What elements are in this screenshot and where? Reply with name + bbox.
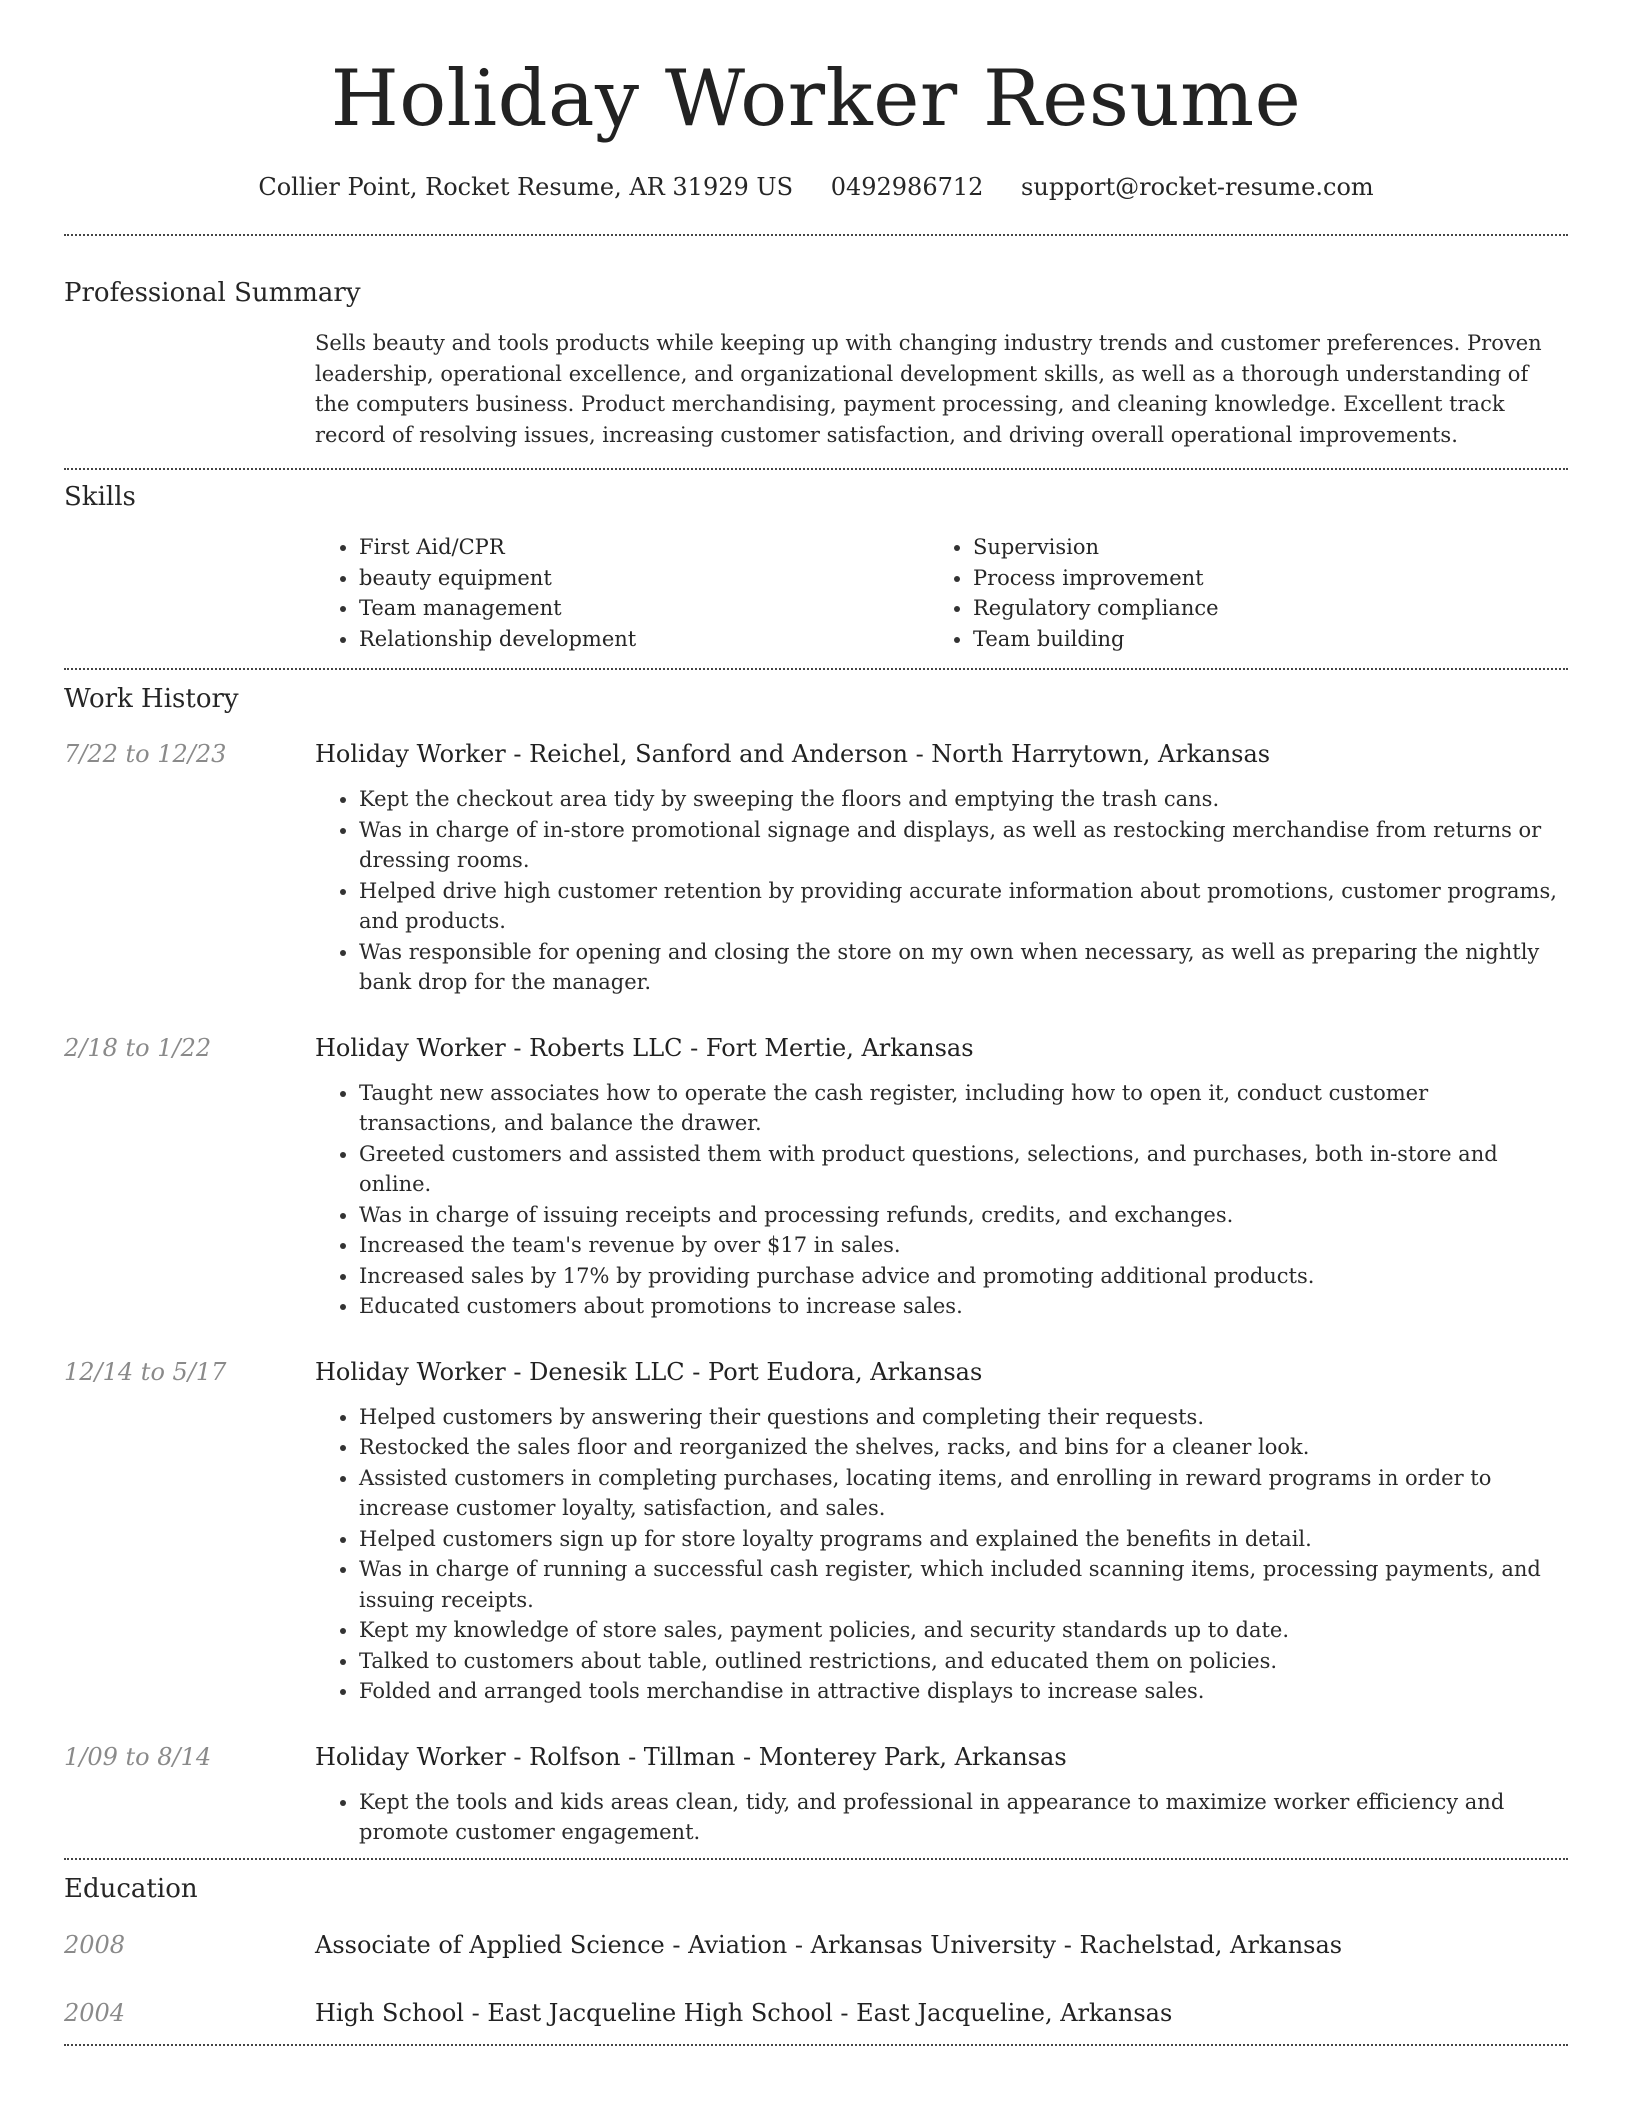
skills-list-right [929,532,1543,654]
skill-item: • Team management [359,593,929,624]
job-body [315,1356,1568,1707]
education-year: 2004 [64,1998,126,2027]
job-bullets [315,1078,1568,1322]
job-bullet: • Restocked the sales floor and reorganized the shelves, racks, and bins for a cleaner look. [359,1432,1568,1463]
skills-columns [315,532,1568,654]
resume-page [64,0,1568,2046]
skill-item: • Supervision [973,532,1543,563]
skills-section [64,470,1568,668]
job-bullet: • Increased sales by 17% by providing purchase advice and promoting additional products. [359,1261,1568,1292]
education-entry [64,1996,1568,2030]
job-bullet: • Increased the team's revenue by over $17 in sales. [359,1230,1568,1261]
job-bullet: • Helped drive high customer retention by providing accurate information about promotions, customer programs, and products. [359,876,1568,937]
job-bullets [315,1787,1568,1848]
job-bullet: • Was responsible for opening and closing the store on my own when necessary, as well as preparing the nightly bank drop for the manager. [359,937,1568,998]
job-title: Holiday Worker - Reichel, Sanford and Anderson - North Harrytown, Arkansas [315,740,1271,768]
divider [64,2044,1568,2046]
work-history-section [64,670,1568,1858]
skills-list-left [315,532,929,654]
skill-item: • First Aid/CPR [359,532,929,563]
job-body [315,738,1568,998]
job-bullet: • Was in charge of issuing receipts and processing refunds, credits, and exchanges. [359,1200,1568,1231]
education-section [64,1860,1568,2044]
summary-text: Sells beauty and tools products while keeping up with changing industry trends and customer preferences. Proven leadership, operational excellence, and organizational development skills, as well as a thorough understanding of the computers business. Product merchandising, payment processing, and cleaning knowledge. Excellent track record of resolving issues, increasing customer satisfaction, and driving overall operational improvements. [315,331,1542,447]
work-history-heading: Work History [64,684,239,714]
job-bullet: • Helped customers by answering their questions and completing their requests. [359,1402,1568,1433]
job-bullets [315,1402,1568,1707]
education-heading: Education [64,1873,198,1904]
job-title: Holiday Worker - Roberts LLC - Fort Mertie, Arkansas [315,1033,974,1062]
job-bullet: • Talked to customers about table, outlined restrictions, and educated them on policies. [359,1646,1568,1677]
job-bullet: • Was in charge of running a successful cash register, which included scanning items, processing payments, and issuing receipts. [359,1554,1568,1615]
job-entry [64,1032,1568,1322]
job-dates: 7/22 to 12/23 [64,740,227,768]
job-bullet: • Educated customers about promotions to increase sales. [359,1291,1568,1322]
resume-title: Holiday Worker Resume [330,54,1302,144]
job-bullet: • Taught new associates how to operate the cash register, including how to open it, conduct customer transactions, and balance the drawer. [359,1078,1568,1139]
job-bullets [315,784,1568,998]
contact-line [64,170,1568,204]
job-dates: 2/18 to 1/22 [64,1033,212,1062]
job-bullet: • Greeted customers and assisted them with product questions, selections, and purchases, both in-store and online. [359,1139,1568,1200]
education-year: 2008 [64,1930,126,1959]
skill-item: • Relationship development [359,624,929,655]
job-bullet: • Kept the checkout area tidy by sweeping the floors and emptying the trash cans. [359,784,1568,815]
skill-item: • Process improvement [973,563,1543,594]
job-bullet: • Helped customers sign up for store loyalty programs and explained the benefits in detail. [359,1524,1568,1555]
job-body [315,1741,1568,1848]
job-bullet: • Assisted customers in completing purchases, locating items, and enrolling in reward programs in order to increase customer loyalty, satisfaction, and sales. [359,1463,1568,1524]
contact-email: support@rocket-resume.com [1021,173,1374,201]
summary-section [64,236,1568,468]
contact-phone: 0492986712 [830,173,984,201]
job-entry [64,1356,1568,1707]
job-bullet: • Kept my knowledge of store sales, payment policies, and security standards up to date. [359,1615,1568,1646]
skill-item: • beauty equipment [359,563,929,594]
job-dates: 12/14 to 5/17 [64,1357,227,1386]
skills-heading: Skills [64,482,136,512]
skill-item: • Team building [973,624,1543,655]
job-bullet: • Folded and arranged tools merchandise in attractive displays to increase sales. [359,1676,1568,1707]
education-entry [64,1928,1568,1962]
job-bullet: • Was in charge of in-store promotional signage and displays, as well as restocking merchandise from returns or dressing rooms. [359,815,1568,876]
job-entry [64,1741,1568,1848]
job-title: Holiday Worker - Rolfson - Tillman - Monterey Park, Arkansas [315,1742,1067,1771]
job-dates: 1/09 to 8/14 [64,1742,212,1771]
education-text: High School - East Jacqueline High School - East Jacqueline, Arkansas [315,1998,1173,2027]
job-body [315,1032,1568,1322]
contact-address: Collier Point, Rocket Resume, AR 31929 US [258,173,794,201]
summary-heading: Professional Summary [64,278,361,308]
job-title: Holiday Worker - Denesik LLC - Port Eudora, Arkansas [315,1357,983,1386]
job-bullet: • Kept the tools and kids areas clean, tidy, and professional in appearance to maximize worker efficiency and promote customer engagement. [359,1787,1568,1848]
education-text: Associate of Applied Science - Aviation - Arkansas University - Rachelstad, Arkansas [315,1930,1343,1959]
skill-item: • Regulatory compliance [973,593,1543,624]
job-entry [64,738,1568,998]
